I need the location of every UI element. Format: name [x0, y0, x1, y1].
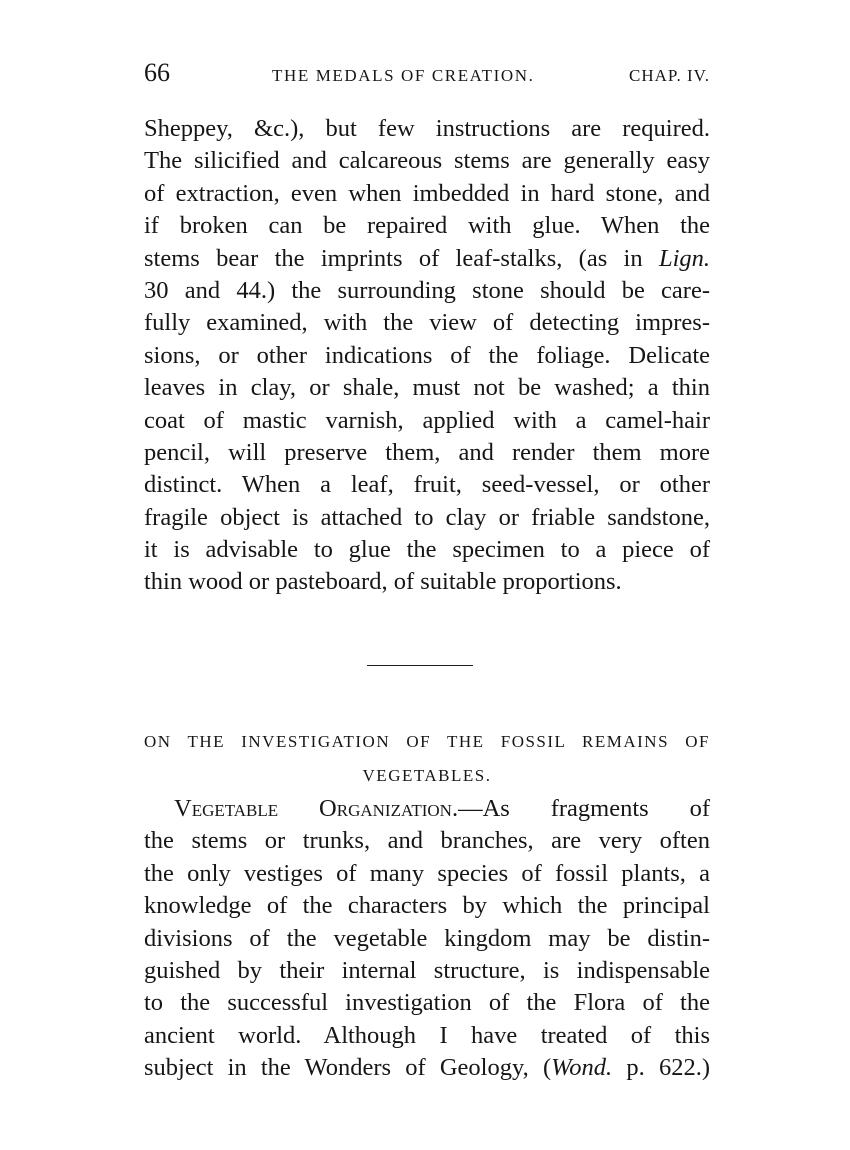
section-divider-rule [367, 665, 473, 666]
text-line: the stems or trunks, and branches, are very often [144, 827, 710, 855]
page-number: 66 [144, 58, 170, 87]
text-line: if broken can be repaired with glue. When the [144, 212, 710, 240]
text-segment: subject in the Wonders of Geology, ( [144, 1054, 552, 1082]
italic-reference: Wond. [551, 1054, 613, 1082]
running-title: THE MEDALS OF CREATION. [272, 66, 535, 85]
paragraph-preparation-of-specimens [144, 113, 710, 599]
text-line: 30 and 44.) the surrounding stone should be care- [144, 276, 710, 304]
text-line: guished by their internal structure, is indispensable [144, 956, 710, 984]
text-line: it is advisable to glue the specimen to a piece of [144, 536, 710, 564]
text-line: ancient world. Although I have treated of this [144, 1021, 710, 1049]
text-line: of extraction, even when imbedded in hard stone, and [144, 179, 710, 207]
paragraph-vegetable-organization [144, 793, 710, 1085]
text-line: fully examined, with the view of detecting impres- [144, 309, 710, 337]
text-line: Sheppey, &c.), but few instructions are required. [144, 115, 710, 142]
running-head [144, 56, 710, 96]
paragraph-lead-in: Vegetable Organization. [174, 795, 459, 822]
text-line: coat of mastic varnish, applied with a camel-hair [144, 406, 710, 434]
chapter-reference: CHAP. IV. [629, 66, 710, 85]
text-line: pencil, will preserve them, and render them more [144, 438, 710, 466]
text-line: divisions of the vegetable kingdom may be distin- [144, 924, 710, 952]
text-line-with-lead-in [144, 793, 710, 825]
text-line: fragile object is attached to clay or friable sandstone, [144, 503, 710, 531]
text-line: knowledge of the characters by which the principal [144, 892, 710, 920]
text-line: The silicified and calcareous stems are generally easy [144, 147, 710, 175]
text-segment: p. 622.) [612, 1054, 710, 1082]
section-heading [144, 725, 710, 793]
text-line: leaves in clay, or shale, must not be washed; a thin [144, 374, 710, 402]
section-heading-line: ON THE INVESTIGATION OF THE FOSSIL REMAINS OF [144, 732, 710, 751]
text-segment: stems bear the imprints of leaf-stalks, (as in [144, 244, 643, 272]
text-line: thin wood or pasteboard, of suitable proportions. [144, 568, 622, 596]
text-line-with-italic [144, 1052, 710, 1084]
text-line: sions, or other indications of the foliage. Delicate [144, 341, 710, 369]
text-line: distinct. When a leaf, fruit, seed-vessel, or other [144, 471, 710, 499]
text-line: to the successful investigation of the Flora of the [144, 989, 710, 1017]
section-heading-line: VEGETABLES. [362, 766, 492, 785]
text-line-with-italic [144, 243, 710, 275]
text-segment: —As fragments of [458, 795, 710, 822]
text-line: the only vestiges of many species of fossil plants, a [144, 859, 710, 887]
italic-reference: Lign. [658, 244, 711, 272]
